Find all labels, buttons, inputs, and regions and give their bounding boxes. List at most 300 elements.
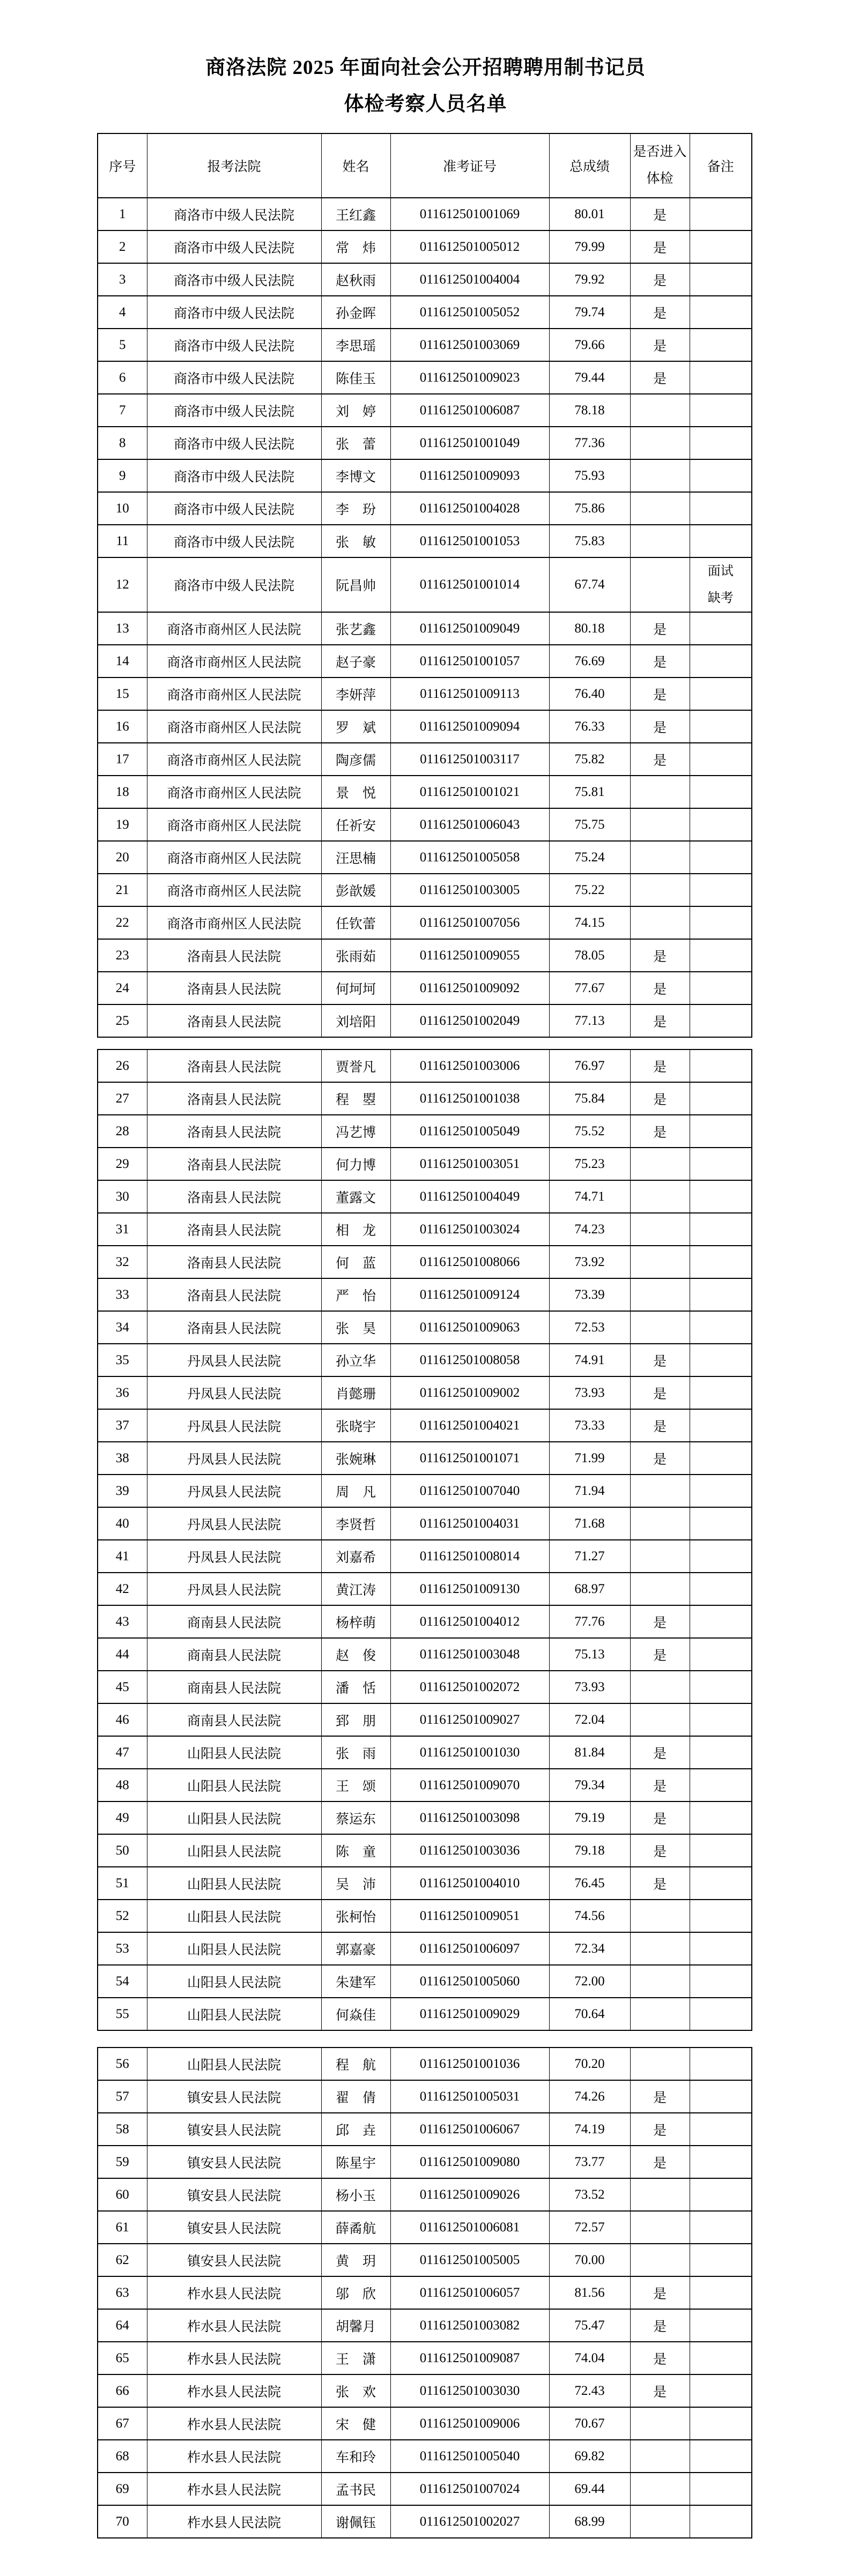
table-row-66 [98,2374,752,2407]
cell-name-row-49: 蔡运东 [321,1801,390,1834]
cell-enter-row-41 [630,1540,690,1573]
table-row-3 [98,263,752,296]
cell-score-row-39: 71.94 [549,1475,630,1507]
cell-no-row-66: 66 [98,2374,147,2407]
cell-name-row-2: 常 炜 [321,230,390,263]
cell-remark-row-16 [690,710,752,743]
table-row-65 [98,2342,752,2374]
cell-enter-row-48: 是 [630,1769,690,1801]
cell-ticket-row-60: 011612501009026 [390,2178,549,2211]
cell-ticket-row-3: 011612501004004 [390,263,549,296]
cell-remark-row-29 [690,1148,752,1180]
cell-name-row-6: 陈佳玉 [321,361,390,394]
table-row-10 [98,492,752,525]
cell-name-row-40: 李贤哲 [321,1507,390,1540]
cell-name-row-65: 王 潇 [321,2342,390,2374]
cell-no-row-60: 60 [98,2178,147,2211]
cell-score-row-8: 77.36 [549,427,630,459]
cell-court-row-61: 镇安县人民法院 [147,2211,321,2244]
cell-court-row-2: 商洛市中级人民法院 [147,230,321,263]
cell-remark-row-12 [690,557,752,612]
cell-remark-row-61 [690,2211,752,2244]
cell-enter-row-61 [630,2211,690,2244]
cell-enter-row-64: 是 [630,2309,690,2342]
cell-no-row-15: 15 [98,677,147,710]
cell-remark-row-21 [690,874,752,906]
cell-ticket-row-63: 011612501006057 [390,2276,549,2309]
cell-enter-row-62 [630,2244,690,2276]
cell-ticket-row-69: 011612501007024 [390,2473,549,2505]
cell-court-row-6: 商洛市中级人民法院 [147,361,321,394]
cell-name-row-67: 宋 健 [321,2407,390,2440]
cell-score-row-52: 74.56 [549,1900,630,1932]
cell-no-row-5: 5 [98,329,147,361]
cell-remark-row-6 [690,361,752,394]
cell-no-row-23: 23 [98,939,147,972]
cell-no-row-29: 29 [98,1148,147,1180]
table-row-30 [98,1180,752,1213]
cell-court-row-3: 商洛市中级人民法院 [147,263,321,296]
cell-enter-row-30 [630,1180,690,1213]
cell-no-row-19: 19 [98,808,147,841]
cell-enter-row-6: 是 [630,361,690,394]
cell-remark-row-62 [690,2244,752,2276]
cell-no-row-2: 2 [98,230,147,263]
cell-court-row-56: 山阳县人民法院 [147,2048,321,2080]
table-row-51 [98,1867,752,1900]
cell-court-row-38: 丹凤县人民法院 [147,1442,321,1475]
table-row-36 [98,1376,752,1409]
cell-no-row-33: 33 [98,1278,147,1311]
cell-remark-row-40 [690,1507,752,1540]
table-row-59 [98,2146,752,2178]
cell-ticket-row-67: 011612501009006 [390,2407,549,2440]
cell-remark-row-13 [690,612,752,645]
table-row-62 [98,2244,752,2276]
cell-enter-row-65: 是 [630,2342,690,2374]
column-header-no: 序号 [98,133,147,198]
cell-court-row-48: 山阳县人民法院 [147,1769,321,1801]
cell-name-row-60: 杨小玉 [321,2178,390,2211]
table-row-49 [98,1801,752,1834]
cell-enter-row-43: 是 [630,1605,690,1638]
cell-name-row-70: 谢佩钰 [321,2505,390,2538]
cell-score-row-55: 70.64 [549,1998,630,2030]
cell-court-row-67: 柞水县人民法院 [147,2407,321,2440]
cell-court-row-17: 商洛市商州区人民法院 [147,743,321,776]
cell-ticket-row-5: 011612501003069 [390,329,549,361]
cell-ticket-row-65: 011612501009087 [390,2342,549,2374]
cell-ticket-row-26: 011612501003006 [390,1049,549,1082]
cell-court-row-69: 柞水县人民法院 [147,2473,321,2505]
cell-name-row-51: 吴 沛 [321,1867,390,1900]
cell-ticket-row-16: 011612501009094 [390,710,549,743]
cell-court-row-44: 商南县人民法院 [147,1638,321,1671]
cell-name-row-61: 薛矞航 [321,2211,390,2244]
cell-ticket-row-41: 011612501008014 [390,1540,549,1573]
column-header-ticket: 准考证号 [390,133,549,198]
column-header-enter: 是否进入体检 [630,133,690,198]
cell-remark-row-49 [690,1801,752,1834]
cell-remark-row-35 [690,1344,752,1376]
cell-enter-row-70 [630,2505,690,2538]
cell-ticket-row-68: 011612501005040 [390,2440,549,2473]
cell-name-row-57: 翟 倩 [321,2080,390,2113]
table-row-63 [98,2276,752,2309]
cell-no-row-17: 17 [98,743,147,776]
cell-remark-row-5 [690,329,752,361]
cell-enter-row-45 [630,1671,690,1703]
table-row-61 [98,2211,752,2244]
cell-name-row-35: 孙立华 [321,1344,390,1376]
cell-score-row-51: 76.45 [549,1867,630,1900]
column-header-score: 总成绩 [549,133,630,198]
cell-ticket-row-43: 011612501004012 [390,1605,549,1638]
cell-remark-row-69 [690,2473,752,2505]
cell-score-row-14: 76.69 [549,645,630,677]
cell-name-row-22: 任钦蕾 [321,906,390,939]
cell-court-row-26: 洛南县人民法院 [147,1049,321,1082]
cell-ticket-row-53: 011612501006097 [390,1932,549,1965]
table-row-15 [98,677,752,710]
cell-name-row-55: 何焱佳 [321,1998,390,2030]
cell-score-row-62: 70.00 [549,2244,630,2276]
cell-enter-row-26: 是 [630,1049,690,1082]
cell-name-row-52: 张柯怡 [321,1900,390,1932]
cell-no-row-30: 30 [98,1180,147,1213]
cell-court-row-14: 商洛市商州区人民法院 [147,645,321,677]
cell-enter-row-67 [630,2407,690,2440]
cell-score-row-6: 79.44 [549,361,630,394]
cell-no-row-18: 18 [98,776,147,808]
cell-score-row-24: 77.67 [549,972,630,1004]
cell-ticket-row-55: 011612501009029 [390,1998,549,2030]
table-row-52 [98,1900,752,1932]
cell-court-row-54: 山阳县人民法院 [147,1965,321,1998]
cell-court-row-27: 洛南县人民法院 [147,1082,321,1115]
cell-no-row-37: 37 [98,1409,147,1442]
cell-court-row-11: 商洛市中级人民法院 [147,525,321,557]
cell-score-row-17: 75.82 [549,743,630,776]
cell-name-row-29: 何力博 [321,1148,390,1180]
cell-remark-row-67 [690,2407,752,2440]
cell-name-row-66: 张 欢 [321,2374,390,2407]
cell-court-row-62: 镇安县人民法院 [147,2244,321,2276]
cell-court-row-52: 山阳县人民法院 [147,1900,321,1932]
cell-score-row-13: 80.18 [549,612,630,645]
cell-no-row-63: 63 [98,2276,147,2309]
table-row-38 [98,1442,752,1475]
table-row-55 [98,1998,752,2030]
cell-enter-row-42 [630,1573,690,1605]
cell-no-row-70: 70 [98,2505,147,2538]
cell-ticket-row-31: 011612501003024 [390,1213,549,1246]
cell-score-row-42: 68.97 [549,1573,630,1605]
cell-court-row-32: 洛南县人民法院 [147,1246,321,1278]
cell-score-row-69: 69.44 [549,2473,630,2505]
cell-no-row-31: 31 [98,1213,147,1246]
cell-score-row-45: 73.93 [549,1671,630,1703]
cell-ticket-row-57: 011612501005031 [390,2080,549,2113]
cell-score-row-28: 75.52 [549,1115,630,1148]
cell-no-row-53: 53 [98,1932,147,1965]
table-row-46 [98,1703,752,1736]
cell-score-row-61: 72.57 [549,2211,630,2244]
cell-no-row-28: 28 [98,1115,147,1148]
cell-enter-row-22 [630,906,690,939]
cell-no-row-22: 22 [98,906,147,939]
cell-no-row-69: 69 [98,2473,147,2505]
table-row-56 [98,2048,752,2080]
cell-enter-row-39 [630,1475,690,1507]
cell-court-row-21: 商洛市商州区人民法院 [147,874,321,906]
cell-no-row-21: 21 [98,874,147,906]
cell-remark-row-4 [690,296,752,329]
cell-no-row-47: 47 [98,1736,147,1769]
table-row-43 [98,1605,752,1638]
cell-score-row-16: 76.33 [549,710,630,743]
cell-court-row-16: 商洛市商州区人民法院 [147,710,321,743]
cell-score-row-25: 77.13 [549,1004,630,1037]
cell-enter-row-16: 是 [630,710,690,743]
cell-no-row-39: 39 [98,1475,147,1507]
cell-name-row-53: 郭嘉豪 [321,1932,390,1965]
cell-remark-row-14 [690,645,752,677]
cell-ticket-row-18: 011612501001021 [390,776,549,808]
cell-ticket-row-12: 011612501001014 [390,557,549,612]
table-row-68 [98,2440,752,2473]
table-row-22 [98,906,752,939]
cell-score-row-20: 75.24 [549,841,630,874]
cell-court-row-42: 丹凤县人民法院 [147,1573,321,1605]
cell-enter-row-68 [630,2440,690,2473]
cell-enter-row-47: 是 [630,1736,690,1769]
cell-score-row-21: 75.22 [549,874,630,906]
cell-score-row-65: 74.04 [549,2342,630,2374]
cell-no-row-25: 25 [98,1004,147,1037]
cell-score-row-23: 78.05 [549,939,630,972]
cell-score-row-15: 76.40 [549,677,630,710]
cell-no-row-64: 64 [98,2309,147,2342]
cell-enter-row-60 [630,2178,690,2211]
cell-enter-row-23: 是 [630,939,690,972]
cell-court-row-20: 商洛市商州区人民法院 [147,841,321,874]
cell-name-row-14: 赵子豪 [321,645,390,677]
cell-remark-row-26 [690,1049,752,1082]
cell-enter-row-29 [630,1148,690,1180]
cell-no-row-12: 12 [98,557,147,612]
cell-no-row-24: 24 [98,972,147,1004]
cell-court-row-65: 柞水县人民法院 [147,2342,321,2374]
cell-score-row-11: 75.83 [549,525,630,557]
table-row-31 [98,1213,752,1246]
table-row-53 [98,1932,752,1965]
cell-score-row-67: 70.67 [549,2407,630,2440]
cell-name-row-5: 李思瑶 [321,329,390,361]
table-row-67 [98,2407,752,2440]
column-header-name: 姓名 [321,133,390,198]
cell-remark-row-25 [690,1004,752,1037]
cell-court-row-36: 丹凤县人民法院 [147,1376,321,1409]
cell-no-row-67: 67 [98,2407,147,2440]
table-row-5 [98,329,752,361]
cell-name-row-31: 相 龙 [321,1213,390,1246]
cell-court-row-9: 商洛市中级人民法院 [147,459,321,492]
table-row-35 [98,1344,752,1376]
cell-name-row-32: 何 蓝 [321,1246,390,1278]
cell-ticket-row-50: 011612501003036 [390,1834,549,1867]
table-row-13 [98,612,752,645]
table-header [98,133,752,198]
cell-name-row-23: 张雨茹 [321,939,390,972]
cell-no-row-59: 59 [98,2146,147,2178]
cell-no-row-45: 45 [98,1671,147,1703]
cell-enter-row-49: 是 [630,1801,690,1834]
cell-no-row-26: 26 [98,1049,147,1082]
cell-enter-row-52 [630,1900,690,1932]
cell-ticket-row-38: 011612501001071 [390,1442,549,1475]
table-row-4 [98,296,752,329]
cell-remark-row-57 [690,2080,752,2113]
cell-court-row-28: 洛南县人民法院 [147,1115,321,1148]
table-row-44 [98,1638,752,1671]
cell-court-row-35: 丹凤县人民法院 [147,1344,321,1376]
cell-court-row-39: 丹凤县人民法院 [147,1475,321,1507]
cell-name-row-48: 王 颂 [321,1769,390,1801]
cell-ticket-row-30: 011612501004049 [390,1180,549,1213]
table-row-29 [98,1148,752,1180]
cell-no-row-20: 20 [98,841,147,874]
cell-ticket-row-59: 011612501009080 [390,2146,549,2178]
cell-enter-row-63: 是 [630,2276,690,2309]
cell-score-row-57: 74.26 [549,2080,630,2113]
cell-court-row-22: 商洛市商州区人民法院 [147,906,321,939]
cell-ticket-row-15: 011612501009113 [390,677,549,710]
table-row-58 [98,2113,752,2146]
cell-name-row-24: 何坷坷 [321,972,390,1004]
cell-name-row-30: 董露文 [321,1180,390,1213]
cell-remark-row-20 [690,841,752,874]
cell-enter-row-33 [630,1278,690,1311]
cell-enter-row-27: 是 [630,1082,690,1115]
cell-court-row-46: 商南县人民法院 [147,1703,321,1736]
cell-remark-row-70 [690,2505,752,2538]
cell-no-row-44: 44 [98,1638,147,1671]
cell-remark-row-9 [690,459,752,492]
cell-name-row-11: 张 敏 [321,525,390,557]
cell-remark-row-19 [690,808,752,841]
table-row-33 [98,1278,752,1311]
cell-name-row-10: 李 玢 [321,492,390,525]
table-row-18 [98,776,752,808]
cell-enter-row-13: 是 [630,612,690,645]
cell-score-row-44: 75.13 [549,1638,630,1671]
cell-score-row-38: 71.99 [549,1442,630,1475]
table-row-9 [98,459,752,492]
cell-enter-row-19 [630,808,690,841]
cell-enter-row-36: 是 [630,1376,690,1409]
cell-court-row-25: 洛南县人民法院 [147,1004,321,1037]
cell-score-row-29: 75.23 [549,1148,630,1180]
cell-ticket-row-48: 011612501009070 [390,1769,549,1801]
cell-score-row-33: 73.39 [549,1278,630,1311]
cell-remark-row-31 [690,1213,752,1246]
table-row-20 [98,841,752,874]
cell-court-row-49: 山阳县人民法院 [147,1801,321,1834]
cell-remark-row-58 [690,2113,752,2146]
cell-ticket-row-35: 011612501008058 [390,1344,549,1376]
remark-text: 面试缺考 [707,564,734,605]
cell-court-row-64: 柞水县人民法院 [147,2309,321,2342]
cell-remark-row-39 [690,1475,752,1507]
cell-ticket-row-27: 011612501001038 [390,1082,549,1115]
cell-name-row-7: 刘 婷 [321,394,390,427]
cell-court-row-31: 洛南县人民法院 [147,1213,321,1246]
cell-score-row-60: 73.52 [549,2178,630,2211]
cell-court-row-53: 山阳县人民法院 [147,1932,321,1965]
cell-court-row-15: 商洛市商州区人民法院 [147,677,321,710]
cell-ticket-row-39: 011612501007040 [390,1475,549,1507]
cell-ticket-row-23: 011612501009055 [390,939,549,972]
cell-no-row-4: 4 [98,296,147,329]
cell-score-row-48: 79.34 [549,1769,630,1801]
cell-court-row-47: 山阳县人民法院 [147,1736,321,1769]
cell-remark-row-41 [690,1540,752,1573]
cell-score-row-46: 72.04 [549,1703,630,1736]
cell-score-row-50: 79.18 [549,1834,630,1867]
cell-ticket-row-28: 011612501005049 [390,1115,549,1148]
cell-score-row-70: 68.99 [549,2505,630,2538]
cell-score-row-58: 74.19 [549,2113,630,2146]
cell-enter-row-25: 是 [630,1004,690,1037]
cell-score-row-19: 75.75 [549,808,630,841]
cell-remark-row-44 [690,1638,752,1671]
cell-no-row-32: 32 [98,1246,147,1278]
cell-remark-row-63 [690,2276,752,2309]
cell-name-row-21: 彭歆媛 [321,874,390,906]
table-row-27 [98,1082,752,1115]
cell-no-row-61: 61 [98,2211,147,2244]
cell-no-row-65: 65 [98,2342,147,2374]
cell-remark-row-10 [690,492,752,525]
cell-name-row-28: 冯艺博 [321,1115,390,1148]
cell-ticket-row-34: 011612501009063 [390,1311,549,1344]
table-row-28 [98,1115,752,1148]
cell-remark-row-3 [690,263,752,296]
cell-ticket-row-14: 011612501001057 [390,645,549,677]
cell-enter-row-32 [630,1246,690,1278]
cell-name-row-68: 车和玲 [321,2440,390,2473]
cell-name-row-63: 邬 欣 [321,2276,390,2309]
cell-enter-row-51: 是 [630,1867,690,1900]
cell-ticket-row-24: 011612501009092 [390,972,549,1004]
cell-remark-row-15 [690,677,752,710]
cell-enter-row-56 [630,2048,690,2080]
cell-enter-row-54 [630,1965,690,1998]
cell-ticket-row-70: 011612501002027 [390,2505,549,2538]
cell-no-row-9: 9 [98,459,147,492]
cell-name-row-36: 肖懿珊 [321,1376,390,1409]
cell-no-row-1: 1 [98,198,147,230]
cell-enter-row-2: 是 [630,230,690,263]
cell-name-row-9: 李博文 [321,459,390,492]
cell-enter-row-5: 是 [630,329,690,361]
cell-ticket-row-37: 011612501004021 [390,1409,549,1442]
cell-name-row-41: 刘嘉希 [321,1540,390,1573]
cell-court-row-45: 商南县人民法院 [147,1671,321,1703]
page-subtitle: 体检考察人员名单 [344,93,507,115]
cell-no-row-36: 36 [98,1376,147,1409]
